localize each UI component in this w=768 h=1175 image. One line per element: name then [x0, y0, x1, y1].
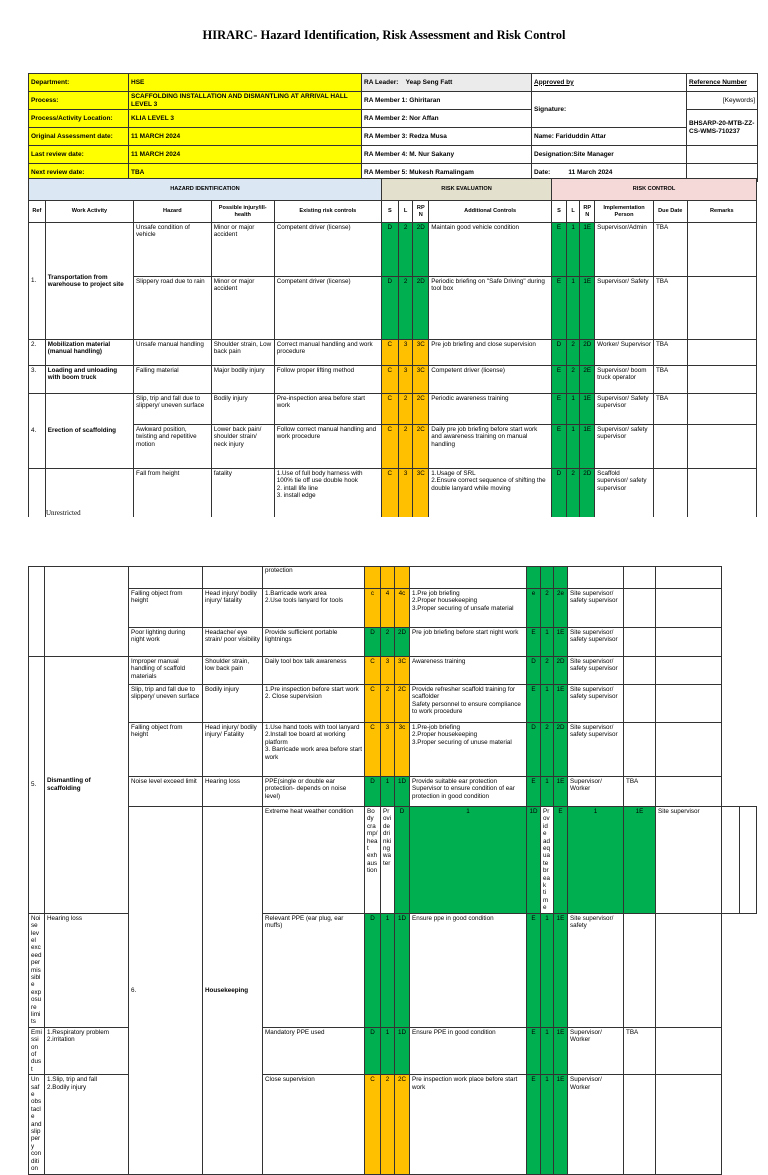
due-cell — [653, 425, 687, 469]
table-row — [29, 589, 757, 628]
rpn-cell: 1D — [527, 807, 541, 914]
hazard-cell: Slip, trip and fall due to slippery/ uneven surface — [129, 685, 203, 723]
rpn-cell: 1D — [395, 1027, 410, 1074]
severity-cell: D — [365, 777, 381, 807]
additional-controls-cell: Pre job briefing before start night work — [410, 628, 527, 657]
person-cell: Supervisor/ Worker — [568, 1027, 624, 1074]
likelihood-cell: 2 — [381, 628, 395, 657]
severity-cell: c — [365, 589, 381, 628]
ra-member-2: RA Member 2: Nor Affan — [362, 110, 532, 128]
rpn2-cell: 2D — [580, 469, 595, 518]
rpn2-cell: 1E — [554, 685, 568, 723]
likelihood2-cell: 1 — [541, 777, 554, 807]
table-row — [29, 567, 757, 589]
likelihood2-cell: 1 — [541, 628, 554, 657]
additional-controls-cell: Daily pre job briefing before start work and awareness training on manual handling — [429, 425, 552, 469]
rpn2-cell: 1E — [580, 394, 595, 425]
work-activity-cell: Transportation from warehouse to project site — [45, 223, 133, 340]
injury-cell: Hearing loss — [45, 913, 129, 1027]
hazard-cell: Awkward position, twisting and repetitive motion — [134, 425, 212, 469]
col-s2: S — [552, 201, 567, 223]
original-date-label: Original Assessment date: — [29, 128, 129, 146]
col-existing-controls: Existing risk controls — [274, 201, 381, 223]
process-value: SCAFFOLDING INSTALLATION AND DISMANTLING AT ARRIVAL HALL LEVEL 3 — [129, 92, 362, 110]
injury-cell: Shoulder strain, low back pain — [203, 657, 263, 685]
rpn2-cell: 2D — [554, 723, 568, 777]
hazard-cell: Emission of dust — [29, 1027, 45, 1074]
severity2-cell: E — [527, 1027, 541, 1074]
likelihood-cell: 2 — [398, 223, 413, 277]
rpn-cell: 2C — [395, 1075, 410, 1174]
person-cell: Supervisor/ boom truck operator — [595, 366, 654, 394]
ra-member-5: RA Member 5: Mukesh Ramalingam — [362, 164, 532, 182]
severity-cell: C — [381, 340, 398, 366]
severity2-cell: E — [552, 394, 567, 425]
hazard-cell: Slippery road due to rain — [134, 277, 212, 340]
severity2-cell: E — [552, 366, 567, 394]
table-row — [29, 340, 757, 366]
department-label: Department: — [29, 74, 129, 92]
injury-cell: Bodily injury — [203, 685, 263, 723]
col-implementation-person: Implementation Person — [595, 201, 654, 223]
likelihood-cell: 3 — [381, 723, 395, 777]
person-cell: Supervisor/ Safety supervisor — [595, 394, 654, 425]
work-activity-cell: Loading and unloading with boom truck — [45, 366, 133, 394]
likelihood-cell: 3 — [398, 340, 413, 366]
col-hazard: Hazard — [134, 201, 212, 223]
rpn2-cell: 1E — [554, 777, 568, 807]
existing-controls-cell: Follow correct manual handling and work procedure — [274, 425, 381, 469]
person-cell: Worker/ Supervisor — [595, 340, 654, 366]
injury-cell: Head injury/ bodily injury/ fatality — [203, 589, 263, 628]
last-review-label: Last review date: — [29, 146, 129, 164]
table-row — [29, 277, 757, 340]
location-value: KLIA LEVEL 3 — [129, 110, 362, 128]
table-row — [29, 723, 757, 777]
location-label: Process/Activity Location: — [29, 110, 129, 128]
existing-controls-cell: Provide sufficient portable lightnings — [263, 628, 365, 657]
person-cell: Supervisor/ safety supervisor — [595, 425, 654, 469]
rpn-cell: 3c — [395, 723, 410, 777]
col-ref: Ref — [29, 201, 46, 223]
table-row — [29, 223, 757, 277]
rpn-cell: 3C — [413, 469, 429, 518]
ra-member-4: RA Member 4: M. Nur Sakany — [362, 146, 532, 164]
likelihood2-cell: 1 — [566, 425, 580, 469]
table-row — [29, 394, 757, 425]
additional-controls-cell: Maintain good vehicle condition — [429, 223, 552, 277]
due-cell: TBA — [653, 340, 687, 366]
rpn-cell: 3C — [413, 340, 429, 366]
due-cell — [624, 913, 656, 1027]
due-cell: TBA — [653, 223, 687, 277]
injury-cell: Major bodily injury — [211, 366, 274, 394]
severity2-cell: E — [527, 777, 541, 807]
severity2-cell: e — [527, 589, 541, 628]
ref-cell: 1. — [29, 223, 46, 340]
injury-cell: 1.Slip, trip and fall 2.Bodily injury — [45, 1075, 129, 1174]
severity2-cell: D — [527, 723, 541, 777]
col-rpn: RPN — [413, 201, 429, 223]
rpn2-cell: 1E — [554, 1075, 568, 1174]
existing-controls-cell: Daily tool box talk awareness — [263, 657, 365, 685]
due-cell: TBA — [624, 777, 656, 807]
risk-evaluation-header: RISK EVALUATION — [381, 179, 551, 201]
risk-control-header: RISK CONTROL — [552, 179, 757, 201]
injury-cell: fatality — [211, 469, 274, 518]
hirarc-table-page-1 — [28, 178, 757, 517]
likelihood2-cell: 1 — [541, 1075, 554, 1174]
likelihood2-cell: 1 — [566, 277, 580, 340]
severity-cell: C — [365, 657, 381, 685]
severity-cell: C — [381, 366, 398, 394]
rpn2-cell: 2E — [580, 366, 595, 394]
col-due-date: Due Date — [653, 201, 687, 223]
process-label: Process: — [29, 92, 129, 110]
hazard-cell: Poor lighting during night work — [129, 628, 203, 657]
likelihood-cell: 3 — [381, 657, 395, 685]
next-review-value: TBA — [129, 164, 362, 182]
hazard-cell: Noise level exceed limit — [129, 777, 203, 807]
reference-number-label: Reference Number — [687, 74, 758, 92]
existing-controls-cell: Provide drinking water — [381, 807, 395, 914]
severity-cell: C — [381, 469, 398, 518]
rpn-cell: 2D — [413, 223, 429, 277]
person-cell: Supervisor/ Worker — [568, 777, 624, 807]
col-l: L — [398, 201, 413, 223]
col-s: S — [381, 201, 398, 223]
additional-controls-cell: Provide adequate break time — [541, 807, 554, 914]
additional-controls-cell: Periodic awareness training — [429, 394, 552, 425]
next-review-label: Next review date: — [29, 164, 129, 182]
table-row — [29, 657, 757, 685]
work-activity-cell: Housekeeping — [203, 807, 263, 1175]
existing-controls-cell: Relevant PPE (ear plug, ear muffs) — [263, 913, 365, 1027]
due-cell: TBA — [624, 1027, 656, 1074]
severity-cell: C — [365, 1075, 381, 1174]
additional-controls-cell: Pre job briefing and close supervision — [429, 340, 552, 366]
col-injury: Possible injury/ill-health — [211, 201, 274, 223]
hazard-cell: Unsafe obstacle and slippery condition — [29, 1075, 45, 1174]
severity-cell: D — [395, 807, 410, 914]
severity2-cell: E — [552, 223, 567, 277]
additional-controls-cell: Periodic briefing on "Safe Driving" during tool box — [429, 277, 552, 340]
injury-cell: Minor or major accident — [211, 277, 274, 340]
document-title: HIRARC- Hazard Identification, Risk Assessment and Risk Control — [202, 28, 566, 42]
additional-controls-cell: Awareness training — [410, 657, 527, 685]
reference-number: BHSARP-20-MTB-ZZ-CS-WMS-710237 — [687, 110, 758, 146]
existing-controls-cell: Pre-inspection area before start work — [274, 394, 381, 425]
existing-controls-cell: 1.Pre inspection before start work 2. Close supervision — [263, 685, 365, 723]
department-value: HSE — [129, 74, 362, 92]
severity2-cell: E — [527, 913, 541, 1027]
likelihood2-cell: 2 — [541, 657, 554, 685]
injury-cell: Headache/ eye strain/ poor visibility — [203, 628, 263, 657]
likelihood2-cell: 2 — [566, 366, 580, 394]
person-cell: Supervisor/ Worker — [568, 1075, 624, 1174]
person-cell: Site supervisor/ safety supervisor — [568, 628, 624, 657]
injury-cell: Body cramp/ heat exhaustion — [365, 807, 381, 914]
hazard-cell: Improper manual handling of scaffold materials — [129, 657, 203, 685]
person-cell: Site supervisor/ safety supervisor — [568, 723, 624, 777]
existing-controls-cell: 1.Use hand tools with tool lanyard 2.Install toe board at working platform 3. Barricade work area before start work — [263, 723, 365, 777]
additional-controls-cell: Ensure PPE in good condition — [410, 1027, 527, 1074]
unrestricted-label: Unrestricted — [46, 509, 81, 517]
due-cell: TBA — [653, 394, 687, 425]
rpn-cell: 2D — [395, 628, 410, 657]
likelihood-cell: 1 — [410, 807, 527, 914]
additional-controls-cell: Ensure ppe in good condition — [410, 913, 527, 1027]
likelihood2-cell: 1 — [566, 223, 580, 277]
injury-cell: Hearing loss — [203, 777, 263, 807]
severity2-cell: E — [552, 277, 567, 340]
hazard-cell: Falling object from height — [129, 589, 203, 628]
person-cell: Site supervisor/ safety supervisor — [568, 685, 624, 723]
existing-controls-cell: Competent driver (license) — [274, 277, 381, 340]
person-cell: Supervisor/ Safety — [595, 277, 654, 340]
person-cell: Site supervisor — [656, 807, 722, 914]
likelihood-cell: 2 — [381, 1075, 395, 1174]
additional-controls-cell: 1.Usage of SRL 2.Ensure correct sequence of shifting the double lanyard while moving — [429, 469, 552, 518]
table-row — [29, 628, 757, 657]
injury-cell: Shoulder strain, Low back pain — [211, 340, 274, 366]
additional-controls-cell: 1.Pre job briefing 2.Proper housekeeping 3.Proper securing of unsafe material — [410, 589, 527, 628]
hazard-cell: Falling object from height — [129, 723, 203, 777]
table-row — [29, 469, 757, 518]
ref-cell: 6. — [129, 807, 203, 1175]
severity2-cell: D — [527, 657, 541, 685]
injury-cell: Lower back pain/ shoulder strain/ neck injury — [211, 425, 274, 469]
severity2-cell: D — [552, 469, 567, 518]
due-cell — [624, 628, 656, 657]
likelihood-cell: 2 — [381, 685, 395, 723]
existing-controls-cell: Competent driver (license) — [274, 223, 381, 277]
likelihood-cell: 2 — [398, 394, 413, 425]
rpn2-cell: 1E — [624, 807, 656, 914]
likelihood-cell: 2 — [398, 425, 413, 469]
likelihood2-cell: 2 — [566, 469, 580, 518]
likelihood-cell: 1 — [381, 913, 395, 1027]
person-cell: Site supervisor/ safety — [568, 913, 624, 1027]
injury-cell: Head injury/ bodily injury/ Fatality — [203, 723, 263, 777]
severity2-cell: E — [554, 807, 568, 914]
injury-cell: Minor or major accident — [211, 223, 274, 277]
table-row — [29, 366, 757, 394]
due-cell — [624, 723, 656, 777]
likelihood2-cell: 1 — [541, 685, 554, 723]
severity2-cell: E — [527, 685, 541, 723]
ra-member-3: RA Member 3: Redza Musa — [362, 128, 532, 146]
likelihood2-cell: 1 — [568, 807, 624, 914]
existing-controls-cell: 1.Use of full body harness with 100% tie off use double hook 2. intall life line 3. install edge — [274, 469, 381, 518]
person-cell: Scaffold supervisor/ safety supervisor — [595, 469, 654, 518]
existing-controls-cell: Mandatory PPE used — [263, 1027, 365, 1074]
hazard-identification-header: HAZARD IDENTIFICATION — [29, 179, 382, 201]
original-date-value: 11 MARCH 2024 — [129, 128, 362, 146]
existing-controls-cell: PPE(single or double ear protection- depends on noise level) — [263, 777, 365, 807]
col-additional-controls: Additional Controls — [429, 201, 552, 223]
person-cell: Site supervisor/ safety supervisor — [568, 657, 624, 685]
hazard-cell: Fall from height — [134, 469, 212, 518]
signature-label: Signature: — [532, 92, 687, 128]
hirarc-table-page-2 — [28, 566, 757, 1175]
hazard-cell: Slip, trip and fall due to slippery/ uneven surface — [134, 394, 212, 425]
hazard-cell: Unsafe condition of vehicle — [134, 223, 212, 277]
due-cell: TBA — [653, 277, 687, 340]
due-cell — [624, 685, 656, 723]
ra-member-1: RA Member 1: Ghiritaran — [362, 92, 532, 110]
likelihood-cell: 1 — [381, 1027, 395, 1074]
due-cell — [722, 807, 740, 914]
likelihood2-cell: 2 — [541, 723, 554, 777]
hazard-cell: Unsafe manual handling — [134, 340, 212, 366]
work-activity-cell: Dismantling of scaffolding — [45, 657, 129, 914]
existing-controls-cell: Close supervision — [263, 1075, 365, 1174]
due-cell — [653, 469, 687, 518]
likelihood2-cell: 1 — [541, 913, 554, 1027]
rpn2-cell: 1E — [554, 1027, 568, 1074]
rpn-cell: 1D — [395, 777, 410, 807]
due-cell — [624, 1075, 656, 1174]
approver-designation: Designation:Site Manager — [532, 146, 687, 164]
severity2-cell: E — [527, 628, 541, 657]
approved-by-label: Approved by — [532, 74, 687, 92]
likelihood2-cell: 1 — [541, 1027, 554, 1074]
existing-controls-cell: Correct manual handling and work procedure — [274, 340, 381, 366]
due-cell: TBA — [653, 366, 687, 394]
rpn-cell: 2D — [413, 277, 429, 340]
likelihood2-cell: 2 — [566, 340, 580, 366]
work-activity-cell: Erection of scaffolding — [45, 394, 133, 469]
ra-leader: RA Leader: Yeap Seng Fatt — [362, 74, 532, 92]
severity2-cell: D — [552, 340, 567, 366]
likelihood-cell: 2 — [398, 277, 413, 340]
due-cell — [624, 589, 656, 628]
likelihood-cell: 1 — [381, 777, 395, 807]
severity-cell: C — [381, 425, 398, 469]
rpn-cell: 1D — [395, 913, 410, 1027]
injury-cell: 1.Respiratory problem 2.irritation — [45, 1027, 129, 1074]
person-cell: Site supervisor/ safety supervisor — [568, 589, 624, 628]
hazard-cell: Noise level exceed permissible exposure limits — [29, 913, 45, 1027]
ref-cell: 2. — [29, 340, 46, 366]
severity-cell: D — [381, 277, 398, 340]
existing-controls-cell: Follow proper lifting method — [274, 366, 381, 394]
table-row — [29, 807, 757, 914]
col-remarks: Remarks — [687, 201, 756, 223]
table-row — [29, 425, 757, 469]
severity-cell: D — [365, 913, 381, 1027]
likelihood2-cell: 2 — [541, 589, 554, 628]
work-activity-cell: Mobilization material (manual handling) — [45, 340, 133, 366]
due-cell — [624, 657, 656, 685]
last-review-value: 11 MARCH 2024 — [129, 146, 362, 164]
rpn2-cell: 1E — [554, 913, 568, 1027]
rpn2-cell: 2e — [554, 589, 568, 628]
approval-date: Date: 11 March 2024 — [532, 164, 687, 182]
likelihood-cell: 3 — [398, 366, 413, 394]
additional-controls-cell: Pre inspection work place before start work — [410, 1075, 527, 1174]
existing-controls-cell: protection — [263, 567, 365, 589]
hazard-cell: Extreme heat weather condition — [263, 807, 365, 914]
rpn-cell: 2C — [395, 685, 410, 723]
additional-controls-cell: 1.Pre-job briefing 2.Proper housekeeping 3.Proper securing of unuse material — [410, 723, 527, 777]
rpn-cell: 3C — [395, 657, 410, 685]
rpn-cell: 2C — [413, 394, 429, 425]
severity2-cell: E — [527, 1075, 541, 1174]
keywords: [Keywords] — [687, 92, 758, 110]
col-rpn2: RPN — [580, 201, 595, 223]
severity-cell: C — [365, 723, 381, 777]
approver-name: Name: Fariduddin Attar — [532, 128, 687, 146]
hazard-cell: Falling material — [134, 366, 212, 394]
rpn2-cell: 1E — [580, 425, 595, 469]
rpn-cell: 2C — [413, 425, 429, 469]
severity-cell: C — [381, 394, 398, 425]
severity-cell: D — [365, 1027, 381, 1074]
rpn2-cell: 2D — [580, 340, 595, 366]
table-row — [29, 685, 757, 723]
col-work-activity: Work Activity — [45, 201, 133, 223]
rpn2-cell: 1E — [580, 223, 595, 277]
severity-cell: C — [365, 685, 381, 723]
likelihood-cell: 4 — [381, 589, 395, 628]
ref-cell: 3. — [29, 366, 46, 394]
rpn2-cell: 1E — [580, 277, 595, 340]
severity-cell: D — [365, 628, 381, 657]
additional-controls-cell: Provide refresher scaffold training for scaffolder Safety personnel to ensure compliance to work procedure — [410, 685, 527, 723]
additional-controls-cell: Competent driver (license) — [429, 366, 552, 394]
ref-cell: 4. — [29, 394, 46, 469]
severity-cell: D — [381, 223, 398, 277]
likelihood-cell: 3 — [398, 469, 413, 518]
assessment-info-table — [28, 73, 758, 182]
rpn-cell: 4c — [395, 589, 410, 628]
existing-controls-cell: 1.Barricade work area 2.Use tools lanyard for tools — [263, 589, 365, 628]
injury-cell: Bodily injury — [211, 394, 274, 425]
table-row — [29, 777, 757, 807]
ref-cell: 5. — [29, 657, 45, 914]
rpn2-cell: 1E — [554, 628, 568, 657]
col-l2: L — [566, 201, 580, 223]
additional-controls-cell: Provide suitable ear protection Supervisor to ensure condition of ear protection in good condition — [410, 777, 527, 807]
rpn2-cell: 2D — [554, 657, 568, 685]
severity2-cell: E — [552, 425, 567, 469]
person-cell: Supervisor/Admin — [595, 223, 654, 277]
rpn-cell: 3C — [413, 366, 429, 394]
likelihood2-cell: 1 — [566, 394, 580, 425]
